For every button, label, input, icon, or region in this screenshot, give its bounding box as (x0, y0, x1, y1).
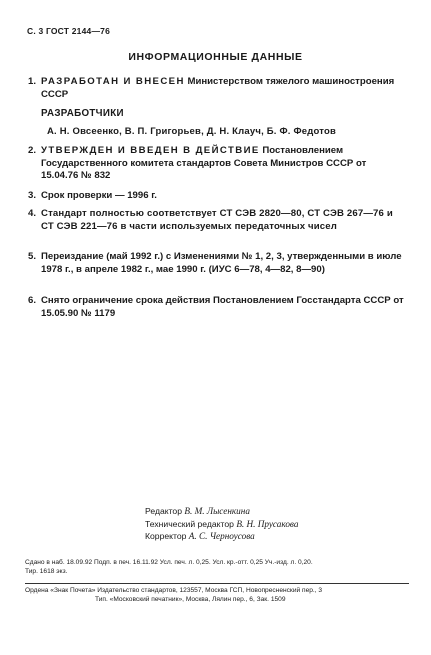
divider (25, 583, 409, 584)
item-text: Снято ограничение срока действия Постановлением Госстандарта СССР от 15.05.90 № 1179 (41, 295, 404, 319)
corrector-line (145, 530, 298, 543)
info-item-1 (28, 76, 406, 101)
imprint-line: Тир. 1618 экз. (25, 568, 68, 576)
item-text: Переиздание (май 1992 г.) с Изменениями № 1, 2, 3, утвержденными в июле 1978 г., в апреле 1982 г., мае 1990 г. (ИУС 6—78, 4—82, 8—90) (41, 251, 402, 275)
info-item-5 (28, 251, 406, 276)
info-item-2 (28, 145, 406, 183)
item-number: 5. (28, 251, 37, 262)
editor-line (145, 505, 298, 518)
item-lead: УТВЕРЖДЕН И ВВЕДЕН В ДЕЙСТВИЕ (41, 145, 260, 156)
item-text: Министерством тяжелого машиностроения СССР (41, 76, 395, 100)
item-number: 3. (28, 190, 37, 201)
item-text: Срок проверки — 1996 г. (41, 190, 157, 201)
imprint-line: Тип. «Московский печатник», Москва, Лялин пер., 6, Зак. 1509 (95, 596, 286, 604)
item-text: Постановлением Государственного комитета стандартов Совета Министров СССР от 15.04.76 № 832 (41, 145, 367, 181)
imprint-line: Ордена «Знак Почета» Издательство стандартов, 123557, Москва ГСП, Новопресненский пер., 3 (25, 587, 323, 594)
info-item-4 (28, 208, 406, 233)
editor-name: А. С. Черноусова (188, 531, 255, 542)
imprint-line: Сдано в наб. 18.09.92 Подп. в печ. 16.11.92 Усл. печ. л. 0,25. Усл. кр.-отт. 0,25 Уч.-изд. л. 0,20. (25, 559, 313, 566)
page-header: С. 3 ГОСТ 2144—76 (27, 26, 111, 36)
editor-role: Редактор (145, 506, 185, 516)
editor-role: Корректор (145, 531, 189, 542)
developers-heading: РАЗРАБОТЧИКИ (41, 108, 124, 119)
item-number: 6. (28, 295, 37, 306)
tech-editor-line (145, 518, 298, 531)
item-lead: РАЗРАБОТАН И ВНЕСЕН (41, 76, 185, 87)
section-title: ИНФОРМАЦИОННЫЕ ДАННЫЕ (128, 51, 303, 63)
editorial-credits (145, 505, 298, 543)
item-number: 4. (28, 208, 37, 219)
imprint-print-details (25, 558, 415, 577)
editor-name: В. Н. Прусакова (236, 518, 299, 529)
editor-role: Технический редактор (145, 518, 237, 529)
editor-name: В. М. Лысенкина (184, 506, 250, 516)
info-item-3 (28, 190, 406, 203)
item-number: 1. (28, 76, 37, 87)
imprint-publisher (25, 586, 415, 605)
developers-names: А. Н. Овсеенко, В. П. Григорьев, Д. Н. Клауч, Б. Ф. Федотов (47, 126, 336, 137)
item-number: 2. (28, 145, 37, 156)
info-item-6 (28, 295, 406, 320)
item-text: Стандарт полностью соответствует СТ СЭВ 2820—80, СТ СЭВ 267—76 и СТ СЭВ 221—76 в части используемых передаточных чисел (41, 208, 393, 232)
